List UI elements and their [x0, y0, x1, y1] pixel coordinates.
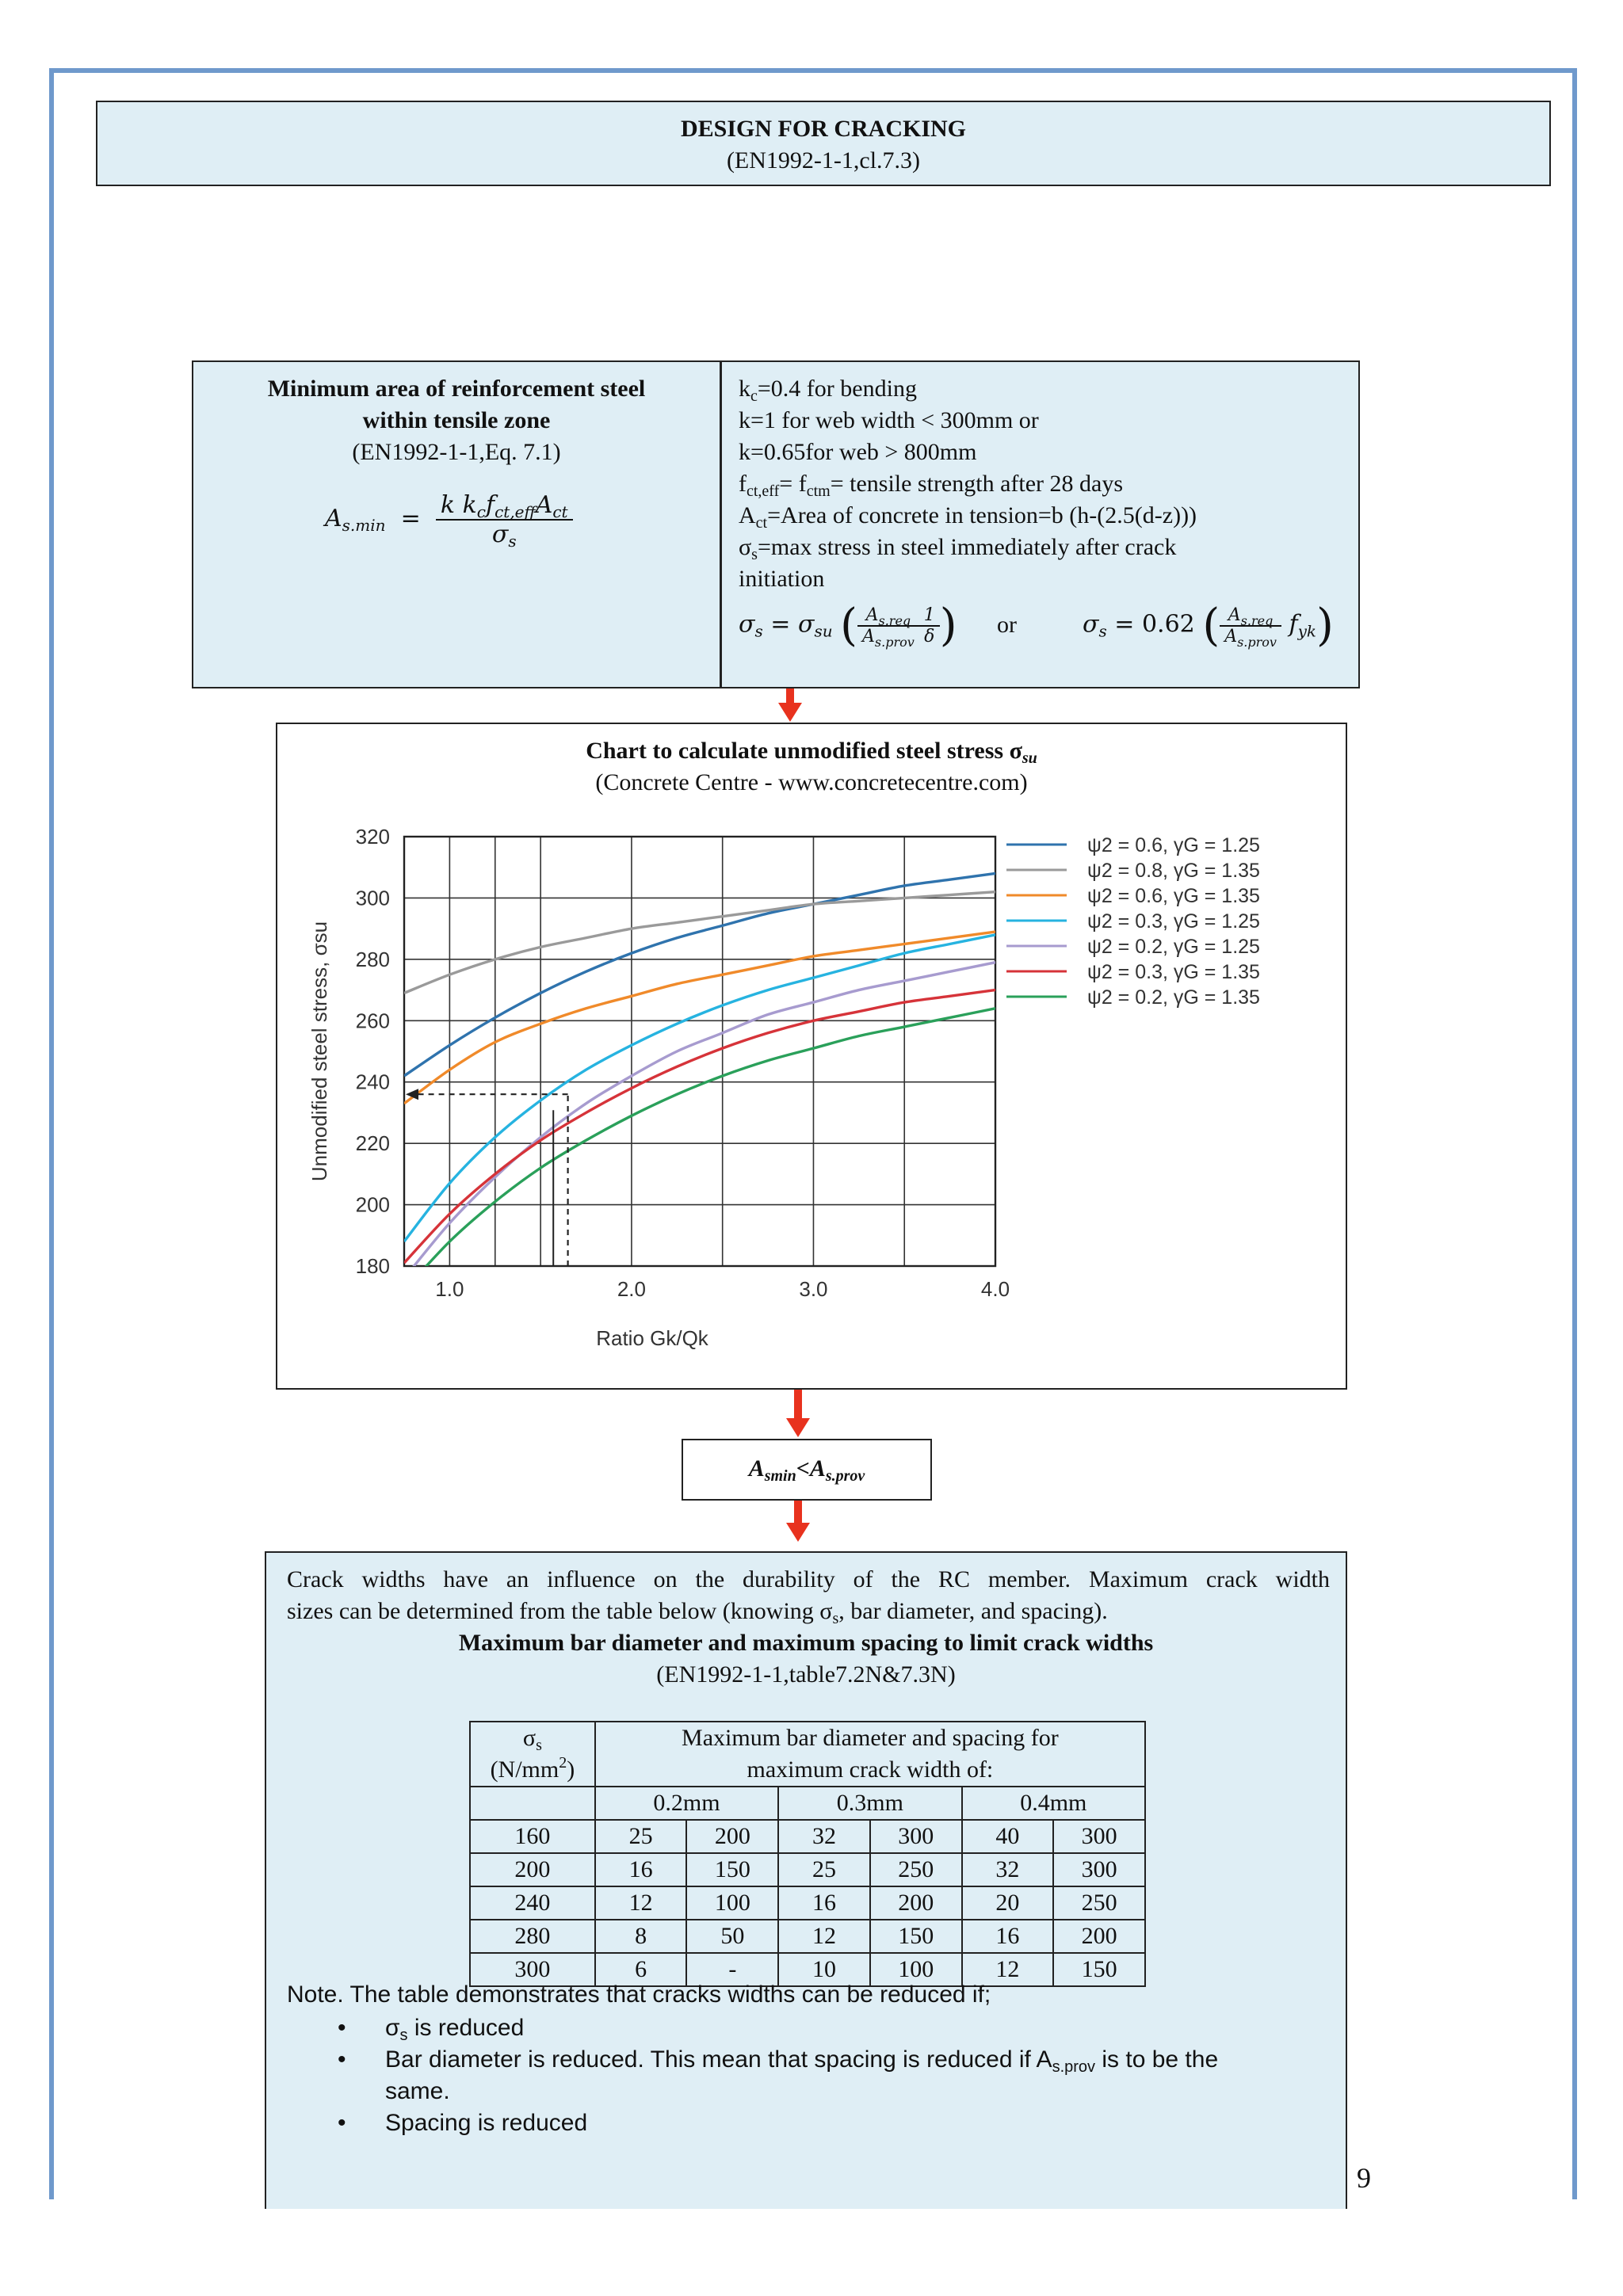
min-area-left [193, 373, 720, 468]
formula-lhs-sub: s.min [342, 516, 386, 535]
legend-label: ψ2 = 0.2, γG = 1.25 [1087, 936, 1260, 958]
sigma-line: $\sigma_s=\max$ stress in steel immediately after crack [739, 534, 1177, 563]
page-title: DESIGN FOR CRACKING [680, 116, 967, 142]
initiation-line: initiation [739, 566, 825, 592]
table-cell: 12 [962, 1953, 1054, 1986]
y-tick-label: 260 [355, 1009, 390, 1033]
x-tick-label: 4.0 [980, 1277, 1010, 1301]
list-item: • Bar diameter is reduced. This mean that spacing is reduced if $A_{s.prov}$ is to be the same. [338, 2044, 1312, 2107]
x-tick-label: 2.0 [617, 1277, 647, 1301]
sigma-formula-2: $\sigma_s = 0.62$ ( $\frac{A_{s.req}}{A_{s.prov}}$ $f_{yk}$) [1083, 600, 1334, 651]
table-cell: 300 [870, 1820, 962, 1853]
crack-box [265, 1551, 1347, 2209]
table-cell: 150 [1053, 1953, 1145, 1986]
chart-box [276, 723, 1347, 1390]
table-cell: 100 [686, 1886, 778, 1920]
min-area-box [192, 360, 1360, 688]
crack-note: Note. The table demonstrates that cracks widths can be reduced if; [287, 1981, 991, 2008]
table-cell: 250 [1053, 1886, 1145, 1920]
y-tick-label: 220 [355, 1131, 390, 1156]
table-cell: 200 [870, 1886, 962, 1920]
y-tick-label: 320 [355, 825, 390, 849]
fct-line: $f_{ct,eff}= f_{ctm}=$ tensile strength after 28 days [739, 471, 1124, 500]
table-cell: 200 [1053, 1920, 1145, 1953]
list-item: • $\sigma_s$ is reduced [338, 2012, 1312, 2044]
table-cell: 10 [778, 1953, 870, 1986]
crack-reduction-list [338, 2012, 1312, 2139]
check-text: $A_{smin}<A_{s.prov}$ [748, 1455, 865, 1485]
min-area-title-2: within tensile zone [362, 407, 551, 433]
sigma-header-spacer [470, 1787, 595, 1820]
table-cell: 300 [470, 1953, 595, 1986]
table-cell: 100 [870, 1953, 962, 1986]
min-area-title-1: Minimum area of reinforcement steel [267, 376, 646, 402]
y-tick-label: 240 [355, 1070, 390, 1094]
sigma-formula-1: $\sigma_s = \sigma_{su}$ ( $\frac{A_{s.req}}{A_{s.prov}}$ $\frac{1}{\delta}$ ) [739, 600, 957, 651]
chart-source: (Concrete Centre - www.concretecentre.com) [595, 769, 1028, 795]
table-cell: 20 [962, 1886, 1054, 1920]
page-frame-left [49, 68, 54, 2199]
table-cell: 25 [595, 1820, 687, 1853]
kc-line: $k_c=0.4$ for bending [739, 376, 917, 405]
x-tick-label: 1.0 [435, 1277, 464, 1301]
chart-title: Chart to calculate unmodified steel stress $\sigma_{su}$ [586, 738, 1037, 767]
x-tick-label: 3.0 [799, 1277, 828, 1301]
or-label: or [997, 612, 1017, 638]
series-line [404, 963, 995, 1279]
table-row [470, 1820, 1145, 1853]
table-cell: 300 [1053, 1820, 1145, 1853]
y-axis-label: Unmodified steel stress, σsu [307, 921, 331, 1182]
y-tick-label: 200 [355, 1192, 390, 1217]
legend-label: ψ2 = 0.3, γG = 1.35 [1087, 961, 1260, 983]
table-cell: 16 [962, 1920, 1054, 1953]
table-cell: 6 [595, 1953, 687, 1986]
page-frame-right [1572, 68, 1577, 2199]
formula-num: k k [440, 491, 477, 519]
table-row [470, 1853, 1145, 1886]
series-line [404, 1009, 995, 1291]
page-frame-top [49, 68, 1577, 73]
table-cell: 280 [470, 1920, 595, 1953]
legend-label: ψ2 = 0.6, γG = 1.25 [1087, 834, 1260, 856]
page-subtitle: (EN1992-1-1,cl.7.3) [726, 147, 921, 174]
page-number: 9 [1357, 2162, 1371, 2194]
table-cell: 32 [778, 1820, 870, 1853]
table-cell: 25 [778, 1853, 870, 1886]
formula-lhs: A [325, 505, 342, 532]
min-area-formula: $A_{s.min}$ = $\frac{k k_cf_{ct,eff}A_{ct}}{\sigma_s}$ [325, 491, 573, 548]
plot-frame [404, 837, 995, 1266]
table-cell: 240 [470, 1886, 595, 1920]
width-header: 0.3mm [778, 1787, 961, 1820]
table-cell: 200 [470, 1853, 595, 1886]
width-header: 0.4mm [962, 1787, 1145, 1820]
crack-width-table [469, 1721, 1146, 1987]
min-area-divider [720, 362, 722, 687]
table-cell: - [686, 1953, 778, 1986]
series-line [404, 873, 995, 1076]
crack-table-title: Maximum bar diameter and maximum spacing to limit crack widths [458, 1630, 1154, 1656]
table-row [470, 1886, 1145, 1920]
y-tick-label: 180 [355, 1254, 390, 1278]
table-cell: 160 [470, 1820, 595, 1853]
k2-line: k=0.65for web > 800mm [739, 439, 977, 465]
y-tick-label: 280 [355, 947, 390, 971]
table-cell: 40 [962, 1820, 1054, 1853]
series-line [404, 990, 995, 1264]
legend-label: ψ2 = 0.3, γG = 1.25 [1087, 910, 1260, 933]
formula-den: σ [491, 521, 509, 548]
act-line: $A_{ct}=Area$ of concrete in tension=b (h-(2.5(d-z))) [739, 502, 1197, 532]
legend-label: ψ2 = 0.8, γG = 1.35 [1087, 860, 1260, 882]
table-cell: 16 [778, 1886, 870, 1920]
crack-intro-2: sizes can be determined from the table below (knowing $\sigma_s$, bar diameter, and spacing). [287, 1598, 1108, 1627]
y-tick-label: 300 [355, 886, 390, 910]
crack-intro-1: Crack widths have an influence on the durability of the RC member. Maximum crack width [287, 1566, 1330, 1592]
legend-label: ψ2 = 0.2, γG = 1.35 [1087, 986, 1260, 1009]
table-cell: 12 [595, 1886, 687, 1920]
crack-table-reference: (EN1992-1-1,table7.2N&7.3N) [656, 1661, 956, 1688]
table-cell: 200 [686, 1820, 778, 1853]
table-cell: 300 [1053, 1853, 1145, 1886]
min-area-reference: (EN1992-1-1,Eq. 7.1) [352, 439, 561, 465]
x-axis-label: Ratio Gk/Qk [596, 1326, 708, 1350]
group-header: Maximum bar diameter and spacing for maximum crack width of: [595, 1722, 1145, 1786]
table-cell: 16 [595, 1853, 687, 1886]
legend-label: ψ2 = 0.6, γG = 1.35 [1087, 885, 1260, 907]
width-header: 0.2mm [595, 1787, 778, 1820]
table-cell: 12 [778, 1920, 870, 1953]
formula-fraction: $\frac{k k_cf_{ct,eff}A_{ct}}{\sigma_s}$ [436, 491, 573, 548]
sigma-header: $\sigma_s$ $(N/mm^2)$ [470, 1722, 595, 1787]
table-cell: 50 [686, 1920, 778, 1953]
k1-line: k=1 for web width < 300mm or [739, 407, 1039, 433]
header-box [96, 101, 1551, 186]
table-cell: 8 [595, 1920, 687, 1953]
table-cell: 250 [870, 1853, 962, 1886]
min-area-right [739, 373, 1349, 595]
table-cell: 150 [870, 1920, 962, 1953]
check-box [682, 1439, 932, 1501]
table-cell: 150 [686, 1853, 778, 1886]
list-item: • Spacing is reduced [338, 2107, 1312, 2139]
table-cell: 32 [962, 1853, 1054, 1886]
chart [277, 816, 1344, 1386]
table-row [470, 1920, 1145, 1953]
